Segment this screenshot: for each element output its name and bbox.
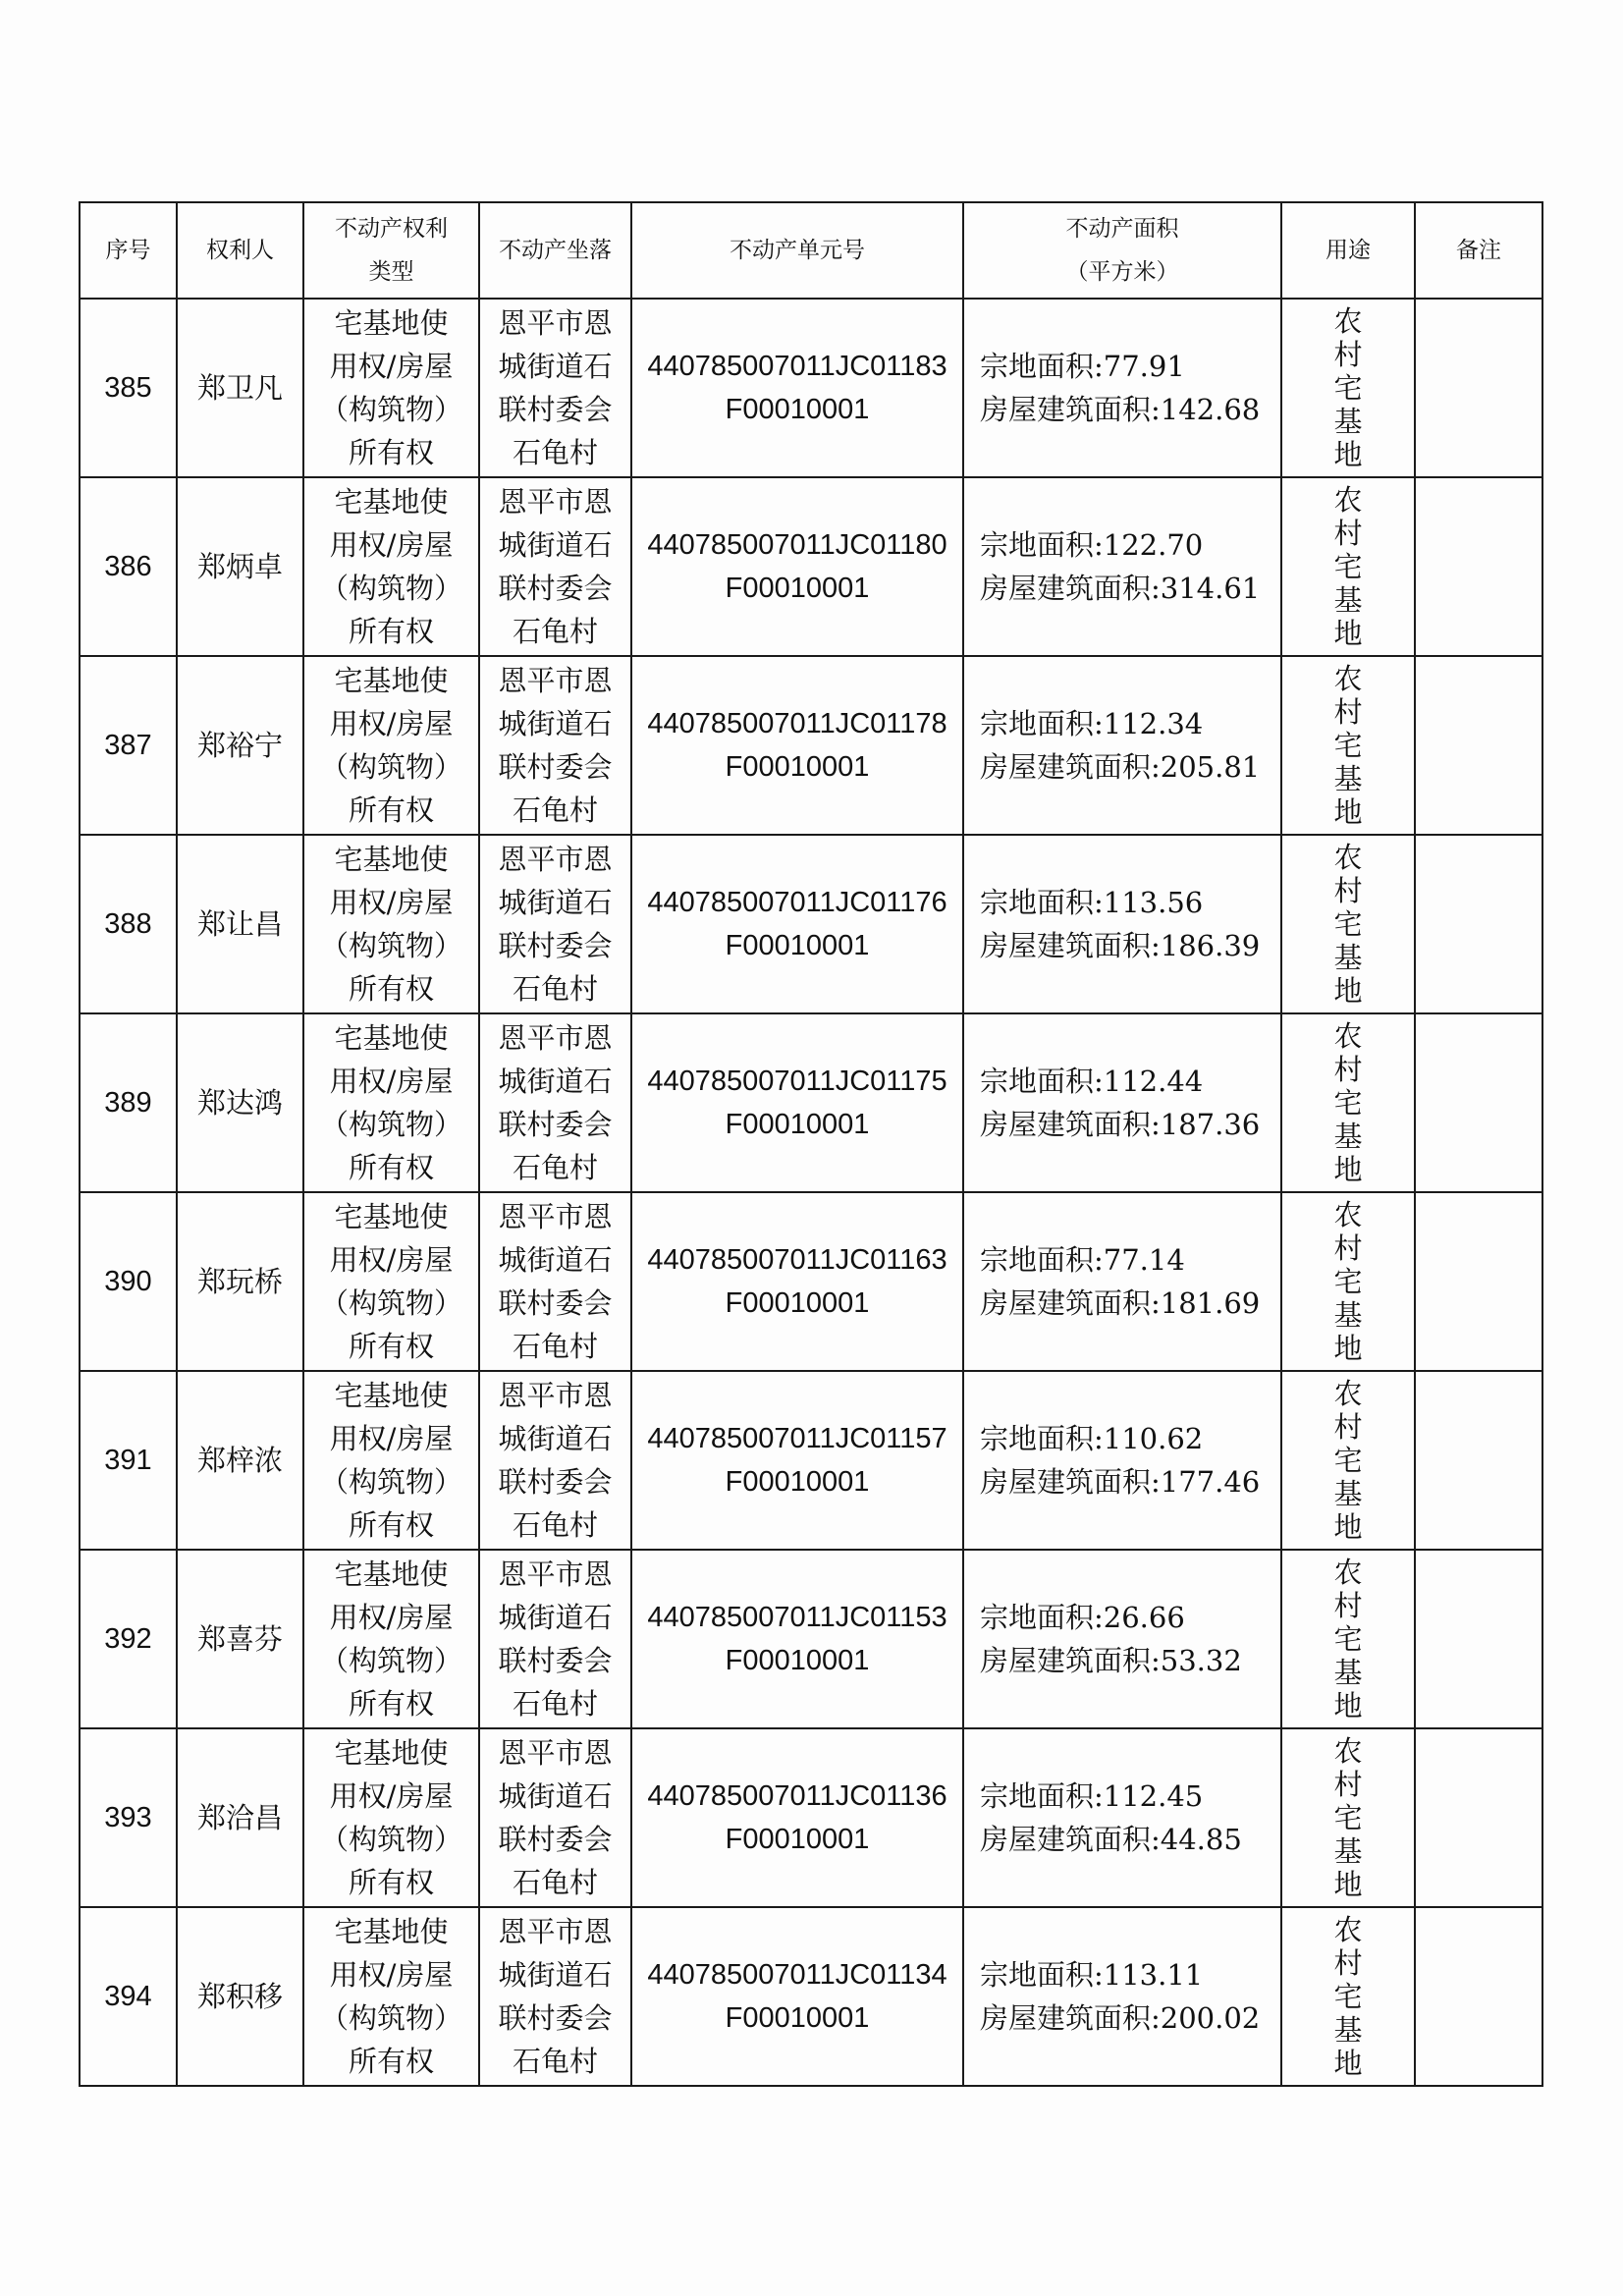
area-line: 房屋建筑面积:314.61	[980, 572, 1261, 605]
use-char: 村	[1333, 695, 1363, 729]
unit-no-line: 440785007011JC01178	[647, 708, 947, 739]
cell-right-type: 宅基地使 用权/房屋 （构筑物） 所有权	[303, 1907, 479, 2086]
cell-use	[1281, 1371, 1415, 1550]
cell-location: 恩平市恩 城街道石 联村委会 石龟村	[479, 1728, 631, 1907]
cell-location: 恩平市恩 城街道石 联村委会 石龟村	[479, 1013, 631, 1192]
cell-unit-no	[631, 835, 963, 1013]
area-line: 房屋建筑面积:186.39	[980, 929, 1261, 962]
cell-area	[963, 1728, 1281, 1907]
area-line: 宗地面积:110.62	[980, 1422, 1204, 1455]
use-char: 基	[1333, 583, 1363, 617]
cell-unit-no	[631, 1728, 963, 1907]
cell-area	[963, 1550, 1281, 1728]
cell-location: 恩平市恩 城街道石 联村委会 石龟村	[479, 835, 631, 1013]
area-line: 宗地面积:113.11	[980, 1958, 1204, 1992]
cell-unit-no	[631, 1550, 963, 1728]
cell-location: 恩平市恩 城街道石 联村委会 石龟村	[479, 1907, 631, 2086]
use-char: 基	[1333, 941, 1363, 974]
table-row	[80, 1013, 1542, 1192]
use-char: 农	[1333, 483, 1363, 517]
cell-use	[1281, 1907, 1415, 2086]
area-line: 宗地面积:77.91	[980, 350, 1185, 383]
cell-area	[963, 835, 1281, 1013]
unit-no-line: 440785007011JC01136	[647, 1780, 947, 1812]
cell-no: 389	[80, 1013, 177, 1192]
use-char: 农	[1333, 662, 1363, 695]
cell-use	[1281, 1013, 1415, 1192]
use-char: 宅	[1333, 1086, 1363, 1120]
cell-location: 恩平市恩 城街道石 联村委会 石龟村	[479, 1550, 631, 1728]
cell-unit-no	[631, 1907, 963, 2086]
cell-no: 388	[80, 835, 177, 1013]
use-char: 村	[1333, 1410, 1363, 1444]
cell-remark	[1415, 1728, 1542, 1907]
cell-remark	[1415, 656, 1542, 835]
use-char: 地	[1333, 2047, 1363, 2080]
cell-holder: 郑让昌	[177, 835, 303, 1013]
header-use: 用途	[1281, 202, 1415, 299]
use-char: 基	[1333, 1477, 1363, 1510]
cell-use	[1281, 656, 1415, 835]
cell-no: 391	[80, 1371, 177, 1550]
header-holder: 权利人	[177, 202, 303, 299]
area-line: 宗地面积:112.45	[980, 1779, 1204, 1813]
unit-no-line: F00010001	[725, 1466, 870, 1498]
area-line: 房屋建筑面积:177.46	[980, 1465, 1261, 1499]
cell-no: 392	[80, 1550, 177, 1728]
cell-right-type: 宅基地使 用权/房屋 （构筑物） 所有权	[303, 1013, 479, 1192]
cell-remark	[1415, 1371, 1542, 1550]
use-char: 宅	[1333, 1801, 1363, 1834]
use-char: 村	[1333, 1946, 1363, 1980]
cell-right-type: 宅基地使 用权/房屋 （构筑物） 所有权	[303, 1550, 479, 1728]
cell-use	[1281, 835, 1415, 1013]
use-char: 农	[1333, 304, 1363, 338]
area-line: 宗地面积:112.44	[980, 1065, 1204, 1098]
use-char: 农	[1333, 841, 1363, 874]
cell-remark	[1415, 477, 1542, 656]
unit-no-line: 440785007011JC01176	[647, 887, 947, 918]
table-row	[80, 1907, 1542, 2086]
cell-holder: 郑炳卓	[177, 477, 303, 656]
unit-no-line: F00010001	[725, 1287, 870, 1319]
use-char: 宅	[1333, 1980, 1363, 2013]
unit-no-line: 440785007011JC01180	[647, 529, 947, 561]
unit-no-line: 440785007011JC01157	[647, 1423, 947, 1454]
cell-right-type: 宅基地使 用权/房屋 （构筑物） 所有权	[303, 656, 479, 835]
unit-no-line: 440785007011JC01153	[647, 1602, 947, 1633]
area-line: 房屋建筑面积:53.32	[980, 1644, 1242, 1677]
cell-remark	[1415, 1013, 1542, 1192]
table-row	[80, 1371, 1542, 1550]
cell-remark	[1415, 1192, 1542, 1371]
area-line: 房屋建筑面积:200.02	[980, 2001, 1261, 2035]
use-char: 农	[1333, 1913, 1363, 1946]
unit-no-line: F00010001	[725, 751, 870, 783]
use-char: 农	[1333, 1734, 1363, 1768]
cell-area	[963, 1013, 1281, 1192]
cell-area	[963, 1371, 1281, 1550]
area-line: 房屋建筑面积:205.81	[980, 750, 1261, 784]
cell-use	[1281, 1192, 1415, 1371]
use-char: 基	[1333, 762, 1363, 795]
cell-location: 恩平市恩 城街道石 联村委会 石龟村	[479, 477, 631, 656]
use-char: 宅	[1333, 729, 1363, 762]
area-line: 房屋建筑面积:44.85	[980, 1823, 1242, 1856]
unit-no-line: 440785007011JC01183	[647, 351, 947, 382]
use-char: 地	[1333, 1153, 1363, 1186]
header-location: 不动产坐落	[479, 202, 631, 299]
cell-no: 386	[80, 477, 177, 656]
use-char: 村	[1333, 1231, 1363, 1265]
cell-unit-no	[631, 656, 963, 835]
property-registry-table	[79, 201, 1543, 2087]
cell-right-type: 宅基地使 用权/房屋 （构筑物） 所有权	[303, 1371, 479, 1550]
area-line: 宗地面积:77.14	[980, 1243, 1185, 1277]
unit-no-line: F00010001	[725, 930, 870, 961]
use-char: 村	[1333, 874, 1363, 907]
use-char: 基	[1333, 1298, 1363, 1332]
unit-no-line: F00010001	[725, 573, 870, 604]
cell-area	[963, 477, 1281, 656]
cell-holder: 郑达鸿	[177, 1013, 303, 1192]
cell-holder: 郑洽昌	[177, 1728, 303, 1907]
unit-no-line: F00010001	[725, 1109, 870, 1140]
use-char: 基	[1333, 1120, 1363, 1153]
table-row	[80, 1192, 1542, 1371]
cell-no: 385	[80, 299, 177, 477]
cell-remark	[1415, 1550, 1542, 1728]
cell-right-type: 宅基地使 用权/房屋 （构筑物） 所有权	[303, 477, 479, 656]
use-char: 村	[1333, 338, 1363, 371]
use-char: 宅	[1333, 371, 1363, 405]
table-row	[80, 835, 1542, 1013]
cell-no: 390	[80, 1192, 177, 1371]
cell-unit-no	[631, 477, 963, 656]
use-char: 宅	[1333, 1444, 1363, 1477]
area-line: 房屋建筑面积:142.68	[980, 393, 1261, 426]
use-char: 宅	[1333, 1622, 1363, 1656]
cell-holder: 郑卫凡	[177, 299, 303, 477]
cell-right-type: 宅基地使 用权/房屋 （构筑物） 所有权	[303, 1728, 479, 1907]
use-char: 村	[1333, 1768, 1363, 1801]
cell-holder: 郑喜芬	[177, 1550, 303, 1728]
cell-unit-no	[631, 299, 963, 477]
cell-no: 394	[80, 1907, 177, 2086]
area-line: 宗地面积:113.56	[980, 886, 1204, 919]
table-row	[80, 656, 1542, 835]
use-char: 村	[1333, 517, 1363, 550]
table-row	[80, 299, 1542, 477]
use-char: 农	[1333, 1556, 1363, 1589]
use-char: 基	[1333, 405, 1363, 438]
cell-holder: 郑积移	[177, 1907, 303, 2086]
cell-area	[963, 299, 1281, 477]
use-char: 基	[1333, 1656, 1363, 1689]
cell-remark	[1415, 835, 1542, 1013]
cell-right-type: 宅基地使 用权/房屋 （构筑物） 所有权	[303, 299, 479, 477]
use-char: 农	[1333, 1377, 1363, 1410]
area-line: 宗地面积:26.66	[980, 1601, 1185, 1634]
area-line: 房屋建筑面积:181.69	[980, 1286, 1261, 1320]
use-char: 地	[1333, 438, 1363, 471]
cell-unit-no	[631, 1192, 963, 1371]
use-char: 村	[1333, 1053, 1363, 1086]
cell-use	[1281, 477, 1415, 656]
cell-no: 393	[80, 1728, 177, 1907]
table-row	[80, 1728, 1542, 1907]
unit-no-line: F00010001	[725, 1824, 870, 1855]
use-char: 地	[1333, 1510, 1363, 1544]
cell-holder: 郑玩桥	[177, 1192, 303, 1371]
use-char: 地	[1333, 974, 1363, 1008]
unit-no-line: 440785007011JC01134	[647, 1959, 947, 1991]
cell-unit-no	[631, 1013, 963, 1192]
use-char: 村	[1333, 1589, 1363, 1622]
cell-location: 恩平市恩 城街道石 联村委会 石龟村	[479, 656, 631, 835]
area-line: 宗地面积:122.70	[980, 528, 1204, 562]
use-char: 农	[1333, 1019, 1363, 1053]
cell-right-type: 宅基地使 用权/房屋 （构筑物） 所有权	[303, 835, 479, 1013]
use-char: 宅	[1333, 907, 1363, 941]
cell-location: 恩平市恩 城街道石 联村委会 石龟村	[479, 299, 631, 477]
cell-area	[963, 1192, 1281, 1371]
area-line: 宗地面积:112.34	[980, 707, 1204, 740]
unit-no-line: F00010001	[725, 2002, 870, 2034]
use-char: 地	[1333, 1868, 1363, 1901]
header-area: 不动产面积 （平方米）	[963, 202, 1281, 299]
cell-use	[1281, 1728, 1415, 1907]
cell-area	[963, 656, 1281, 835]
use-char: 地	[1333, 795, 1363, 829]
cell-location: 恩平市恩 城街道石 联村委会 石龟村	[479, 1371, 631, 1550]
use-char: 宅	[1333, 550, 1363, 583]
cell-holder: 郑梓浓	[177, 1371, 303, 1550]
cell-use	[1281, 1550, 1415, 1728]
header-remark: 备注	[1415, 202, 1542, 299]
header-right-type: 不动产权利 类型	[303, 202, 479, 299]
cell-location: 恩平市恩 城街道石 联村委会 石龟村	[479, 1192, 631, 1371]
cell-remark	[1415, 1907, 1542, 2086]
use-char: 农	[1333, 1198, 1363, 1231]
cell-remark	[1415, 299, 1542, 477]
unit-no-line: 440785007011JC01175	[647, 1066, 947, 1097]
use-char: 基	[1333, 1834, 1363, 1868]
cell-area	[963, 1907, 1281, 2086]
use-char: 基	[1333, 2013, 1363, 2047]
table-row	[80, 477, 1542, 656]
area-line: 房屋建筑面积:187.36	[980, 1108, 1261, 1141]
use-char: 地	[1333, 1689, 1363, 1722]
cell-holder: 郑裕宁	[177, 656, 303, 835]
cell-no: 387	[80, 656, 177, 835]
use-char: 宅	[1333, 1265, 1363, 1298]
use-char: 地	[1333, 617, 1363, 650]
cell-use	[1281, 299, 1415, 477]
unit-no-line: F00010001	[725, 1645, 870, 1676]
cell-right-type: 宅基地使 用权/房屋 （构筑物） 所有权	[303, 1192, 479, 1371]
header-unit-no: 不动产单元号	[631, 202, 963, 299]
use-char: 地	[1333, 1332, 1363, 1365]
unit-no-line: 440785007011JC01163	[647, 1244, 947, 1276]
cell-unit-no	[631, 1371, 963, 1550]
unit-no-line: F00010001	[725, 394, 870, 425]
header-no: 序号	[80, 202, 177, 299]
table-header-row	[80, 202, 1542, 299]
table-row	[80, 1550, 1542, 1728]
